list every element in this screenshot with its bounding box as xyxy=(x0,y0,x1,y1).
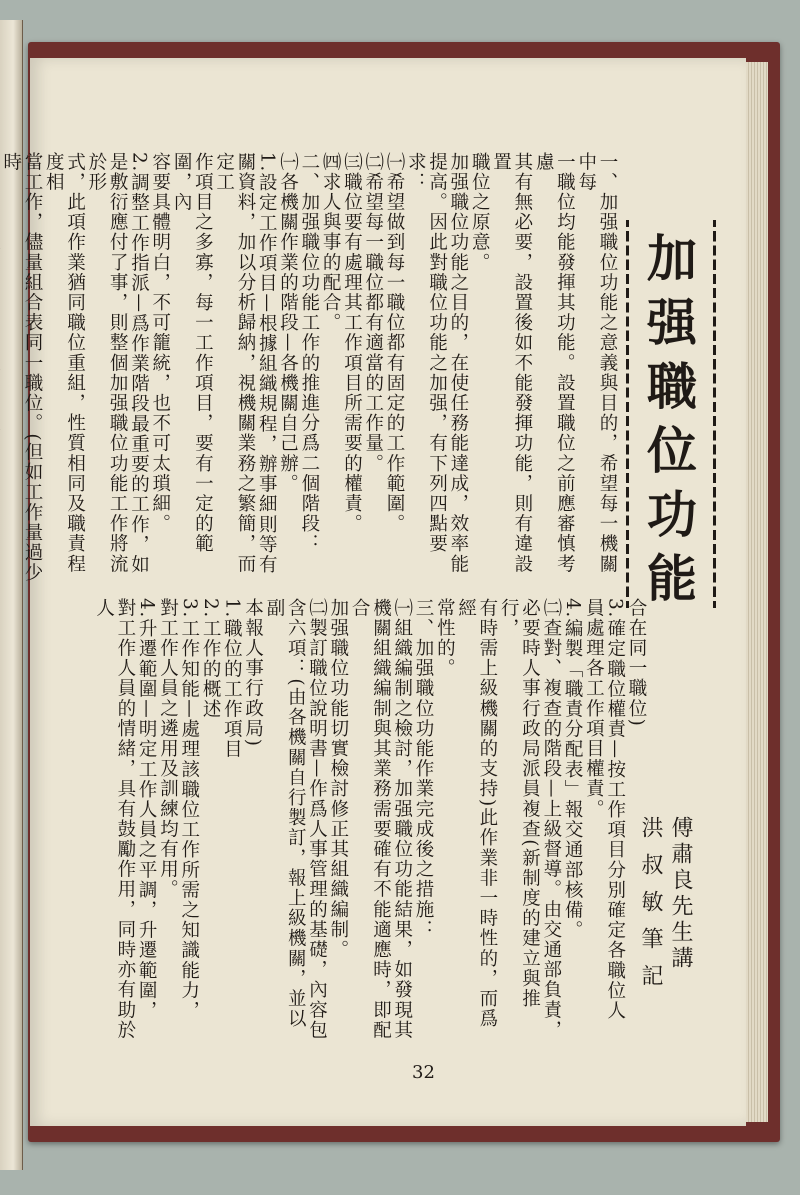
text-line: 必要時人事行政局派員複查(新制度的建立與推行， xyxy=(498,598,541,1009)
text-line: ㈠組織編制之檢討，加强職位功能結果，如發現其 xyxy=(391,598,413,1041)
text-line: 其有無必要，設置後如不能發揮功能，則有違設置 xyxy=(490,152,533,575)
text-line: 含六項：(由各機關自行製訂，報上級機關，並以副 xyxy=(263,598,307,1029)
text-line: 2.調整工作指派—爲作業階段最重要的工作，如 xyxy=(128,152,150,575)
text-line: ㈢職位要有處理其工作項目所需要的權責。 xyxy=(341,152,363,534)
text-line: 1.職位的工作項目 xyxy=(221,598,243,760)
text-line: 二、加强職位功能工作的推進分爲二個階段： xyxy=(298,152,320,554)
text-line: 有時需上級機關的支持)此作業非一時性的，而爲經 xyxy=(455,598,498,1029)
text-line: 4.升遷範圍—明定工作人員之平調，升遷範圍， xyxy=(136,598,158,1021)
text-line: 式，此項作業猶同職位重組，性質相同及職責程度相 xyxy=(43,152,86,575)
text-line: 對工作人員的情緒，具有鼓勵作用，同時亦有助於人 xyxy=(93,598,136,1041)
text-line: 1.設定工作項目—根據組織規程，辦事細則等有 xyxy=(256,152,278,575)
text-line: 3.工作知能—處理該職位工作所需之知識能力， xyxy=(178,598,200,1021)
text-line: 一、加强職位功能之意義與目的，希望每一機關中每 xyxy=(575,152,618,575)
text-line: 當工作，儘量組合表同一職位。(但如工作量過少時 xyxy=(0,152,43,583)
text-line: 本報人事行政局) xyxy=(242,598,264,748)
text-line: 對工作人員之遴用及訓練均有用。 xyxy=(157,598,179,900)
byline-speaker: 傅肅良先生講 xyxy=(668,816,693,972)
text-line: 容要具體明白，不可籠統，也不可太瑣細。 xyxy=(149,152,171,534)
text-line: 職位之原意。 xyxy=(469,152,491,273)
text-line: 一職位均能發揮其功能。設置職位之前應審慎考慮 xyxy=(533,152,576,575)
text-line: 機關組織編制與其業務需要確有不能適應時，即配合 xyxy=(349,598,392,1041)
text-line: 三、加强職位功能作業完成後之措施： xyxy=(413,598,435,940)
text-line: 加强職位功能切實檢討修正其組織編制。 xyxy=(327,598,349,960)
text-line: ㈡查對、複查的階段—上級督導。由交通部負責， xyxy=(540,598,562,1041)
text-line: 是敷衍應付了事，則整個加强職位功能工作將流於形 xyxy=(85,152,129,575)
text-line: ㈣求人與事的配合。 xyxy=(320,152,342,333)
text-line: 4.編製「職責分配表」報交通部核備。 xyxy=(562,598,584,941)
text-line: 常性的。 xyxy=(434,598,456,679)
page-number: 32 xyxy=(412,1062,435,1083)
text-line: 員處理各工作項目權責。 xyxy=(583,598,605,820)
author-byline xyxy=(635,816,695,1026)
text-line: 2.工作的概述 xyxy=(200,598,222,720)
text-section-top xyxy=(0,152,618,590)
article-title: 加强職位功能 xyxy=(639,232,698,616)
byline-recorder: 洪 叔 敏 筆 記 xyxy=(638,816,663,990)
text-line: 提高。因此對職位功能之加强，有下列四點要求： xyxy=(405,152,448,554)
text-line: ㈡希望每一職位都有適當的工作量。 xyxy=(362,152,384,474)
text-line: ㈠各機關作業的階段—各機關自己辦。 xyxy=(277,152,299,494)
text-line: 關資料，加以分析歸納，視機關業務之繁簡，而定工 xyxy=(213,152,256,575)
text-line: 作項目之多寡，每一工作項目，要有一定的範圍，內 xyxy=(171,152,214,554)
text-section-bottom xyxy=(93,598,647,1048)
text-line: 3.確定職位權責—按工作項目分別確定各職位人 xyxy=(604,598,626,1021)
text-line: ㈡製訂職位說明書—作爲人事管理的基礎，內容包 xyxy=(306,598,328,1041)
text-line: 加强職位功能之目的，在使任務能達成，效率能 xyxy=(447,152,469,575)
text-line: 合在同一職位) xyxy=(626,598,647,728)
text-line: ㈠希望做到每一職位都有固定的工作範圍。 xyxy=(384,152,406,534)
